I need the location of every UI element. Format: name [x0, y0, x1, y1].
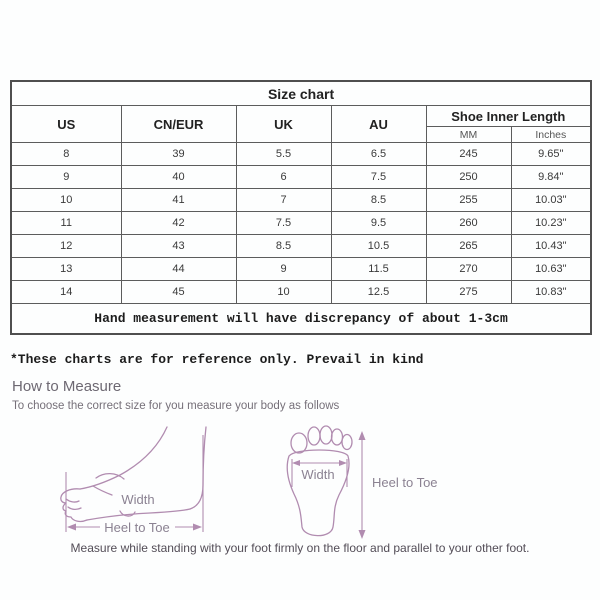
table-cell: 14 — [11, 281, 121, 304]
table-cell: 8.5 — [236, 235, 331, 258]
table-cell: 10.63" — [511, 258, 591, 281]
heel-to-toe-arrow-top — [359, 431, 366, 539]
table-cell: 43 — [121, 235, 236, 258]
table-cell: 275 — [426, 281, 511, 304]
side-view-width-label: Width — [121, 492, 155, 507]
table-cell: 12 — [11, 235, 121, 258]
table-cell: 9.5 — [331, 212, 426, 235]
table-cell: 5.5 — [236, 143, 331, 166]
table-row — [11, 143, 591, 166]
table-cell: 7.5 — [236, 212, 331, 235]
size-chart-title: Size chart — [11, 81, 591, 106]
top-view-foot-sketch — [287, 426, 437, 539]
size-table-body — [11, 143, 591, 304]
table-cell: 250 — [426, 166, 511, 189]
table-cell: 265 — [426, 235, 511, 258]
table-cell: 9 — [236, 258, 331, 281]
table-cell: 7 — [236, 189, 331, 212]
table-cell: 6 — [236, 166, 331, 189]
table-row — [11, 281, 591, 304]
reference-note: *These charts are for reference only. Prevail in kind — [10, 352, 424, 367]
table-cell: 45 — [121, 281, 236, 304]
table-cell: 8 — [11, 143, 121, 166]
table-cell: 11.5 — [331, 258, 426, 281]
table-cell: 10.23" — [511, 212, 591, 235]
col-header-uk: UK — [236, 106, 331, 143]
col-header-mm: MM — [426, 127, 511, 143]
table-cell: 39 — [121, 143, 236, 166]
col-header-inches: Inches — [511, 127, 591, 143]
table-cell: 8.5 — [331, 189, 426, 212]
table-cell: 255 — [426, 189, 511, 212]
table-cell: 44 — [121, 258, 236, 281]
col-header-us: US — [11, 106, 121, 143]
table-cell: 40 — [121, 166, 236, 189]
table-cell: 41 — [121, 189, 236, 212]
table-row — [11, 189, 591, 212]
table-cell: 13 — [11, 258, 121, 281]
table-cell: 12.5 — [331, 281, 426, 304]
table-cell: 7.5 — [331, 166, 426, 189]
table-cell: 10 — [11, 189, 121, 212]
table-cell: 260 — [426, 212, 511, 235]
top-view-width-label: Width — [301, 467, 335, 482]
how-to-measure-title: How to Measure — [12, 378, 122, 395]
table-cell: 245 — [426, 143, 511, 166]
table-footnote: Hand measurement will have discrepancy of about 1-3cm — [11, 304, 591, 335]
table-cell: 10.03" — [511, 189, 591, 212]
col-header-shoe-inner-length: Shoe Inner Length — [426, 106, 591, 127]
table-row — [11, 212, 591, 235]
table-cell: 270 — [426, 258, 511, 281]
table-row — [11, 166, 591, 189]
col-header-cneur: CN/EUR — [121, 106, 236, 143]
table-cell: 6.5 — [331, 143, 426, 166]
table-cell: 9 — [11, 166, 121, 189]
side-view-heel-to-toe-label: Heel to Toe — [104, 520, 170, 535]
table-cell: 9.65" — [511, 143, 591, 166]
table-row — [11, 235, 591, 258]
table-cell: 42 — [121, 212, 236, 235]
side-view-foot-sketch — [61, 427, 206, 535]
table-row — [11, 258, 591, 281]
col-header-au: AU — [331, 106, 426, 143]
table-cell: 11 — [11, 212, 121, 235]
how-to-measure-subtitle: To choose the correct size for you measure your body as follows — [12, 400, 340, 412]
measurement-diagram — [0, 415, 600, 545]
top-view-heel-to-toe-label: Heel to Toe — [372, 475, 438, 490]
table-cell: 10.83" — [511, 281, 591, 304]
table-cell: 10.5 — [331, 235, 426, 258]
table-cell: 10 — [236, 281, 331, 304]
size-chart-table — [10, 80, 592, 335]
measure-caption: Measure while standing with your foot firmly on the floor and parallel to your other foot. — [70, 541, 530, 555]
table-cell: 9.84" — [511, 166, 591, 189]
table-cell: 10.43" — [511, 235, 591, 258]
